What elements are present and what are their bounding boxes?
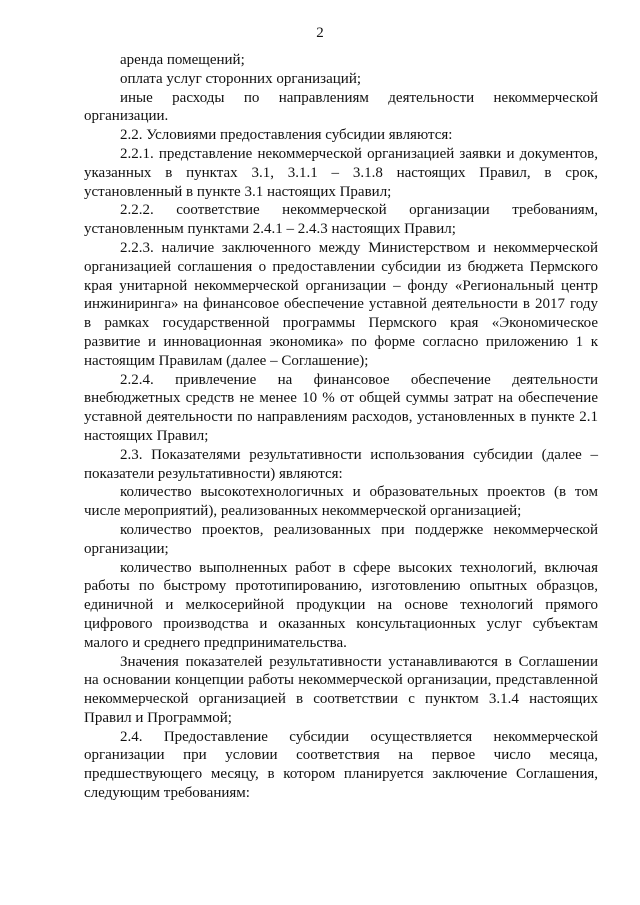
paragraph: количество выполненных работ в сфере высоких технологий, включая работы по быстрому прототипированию, изготовлению опытных образцов, единичной и мелкосерийной продукции на основе технологий прямого цифрового производства и оказанных консультационных услуг субъектам малого и среднего предпринимательства.	[84, 559, 598, 651]
paragraph: 2.2. Условиями предоставления субсидии являются:	[120, 127, 453, 144]
paragraph: 2.4. Предоставление субсидии осуществляется некоммерческой организации при условии соответствия на первое число месяца, предшествующего месяцу, в котором планируется заключение Соглашения, следующим требованиям:	[84, 728, 598, 802]
paragraph: 2.2.3. наличие заключенного между Министерством и некоммерческой организацией соглашения о предоставлении субсидии из бюджета Пермского края унитарной некоммерческой организации – фонду «Региональный центр инжиниринга» на финансовое обеспечение уставной деятельности в 2017 году в рамках государственной программы Пермского края «Экономическое развитие и инновационная экономика» по форме согласно приложению 1 к настоящим Правилам (далее – Соглашение);	[84, 239, 598, 369]
paragraph: аренда помещений;	[120, 52, 245, 68]
paragraph: количество высокотехнологичных и образовательных проектов (в том числе мероприятий), реализованных некоммерческой организацией;	[84, 484, 598, 520]
paragraph: количество проектов, реализованных при поддержке некоммерческой организации;	[84, 521, 598, 557]
paragraph: 2.2.2. соответствие некоммерческой организации требованиям, установленным пунктами 2.4.1 – 2.4.3 настоящих Правил;	[84, 202, 598, 238]
paragraph: Значения показателей результативности устанавливаются в Соглашении на основании концепции работы некоммерческой организации, представленной некоммерческой организацией в соответствии с пунктом 3.1.4 настоящих Правил и Программой;	[84, 653, 598, 726]
paragraph: 2.2.1. представление некоммерческой организацией заявки и документов, указанных в пунктах 3.1, 3.1.1 – 3.1.8 настоящих Правил, в срок, установленный в пункте 3.1 настоящих Правил;	[84, 145, 598, 200]
paragraph: 2.3. Показателями результативности использования субсидии (далее – показатели результативности) являются:	[84, 446, 598, 482]
paragraph: 2.2.4. привлечение на финансовое обеспечение деятельности внебюджетных средств не менее 10 % от общей суммы затрат на обеспечение уставной деятельности по направлениям расходов, установленных в пункте 2.1 настоящих Правил;	[84, 371, 598, 444]
paragraph: оплата услуг сторонних организаций;	[120, 70, 362, 87]
document-body	[84, 51, 598, 803]
paragraph: иные расходы по направлениям деятельности некоммерческой организации.	[84, 89, 598, 125]
page-number: 2	[316, 25, 324, 41]
